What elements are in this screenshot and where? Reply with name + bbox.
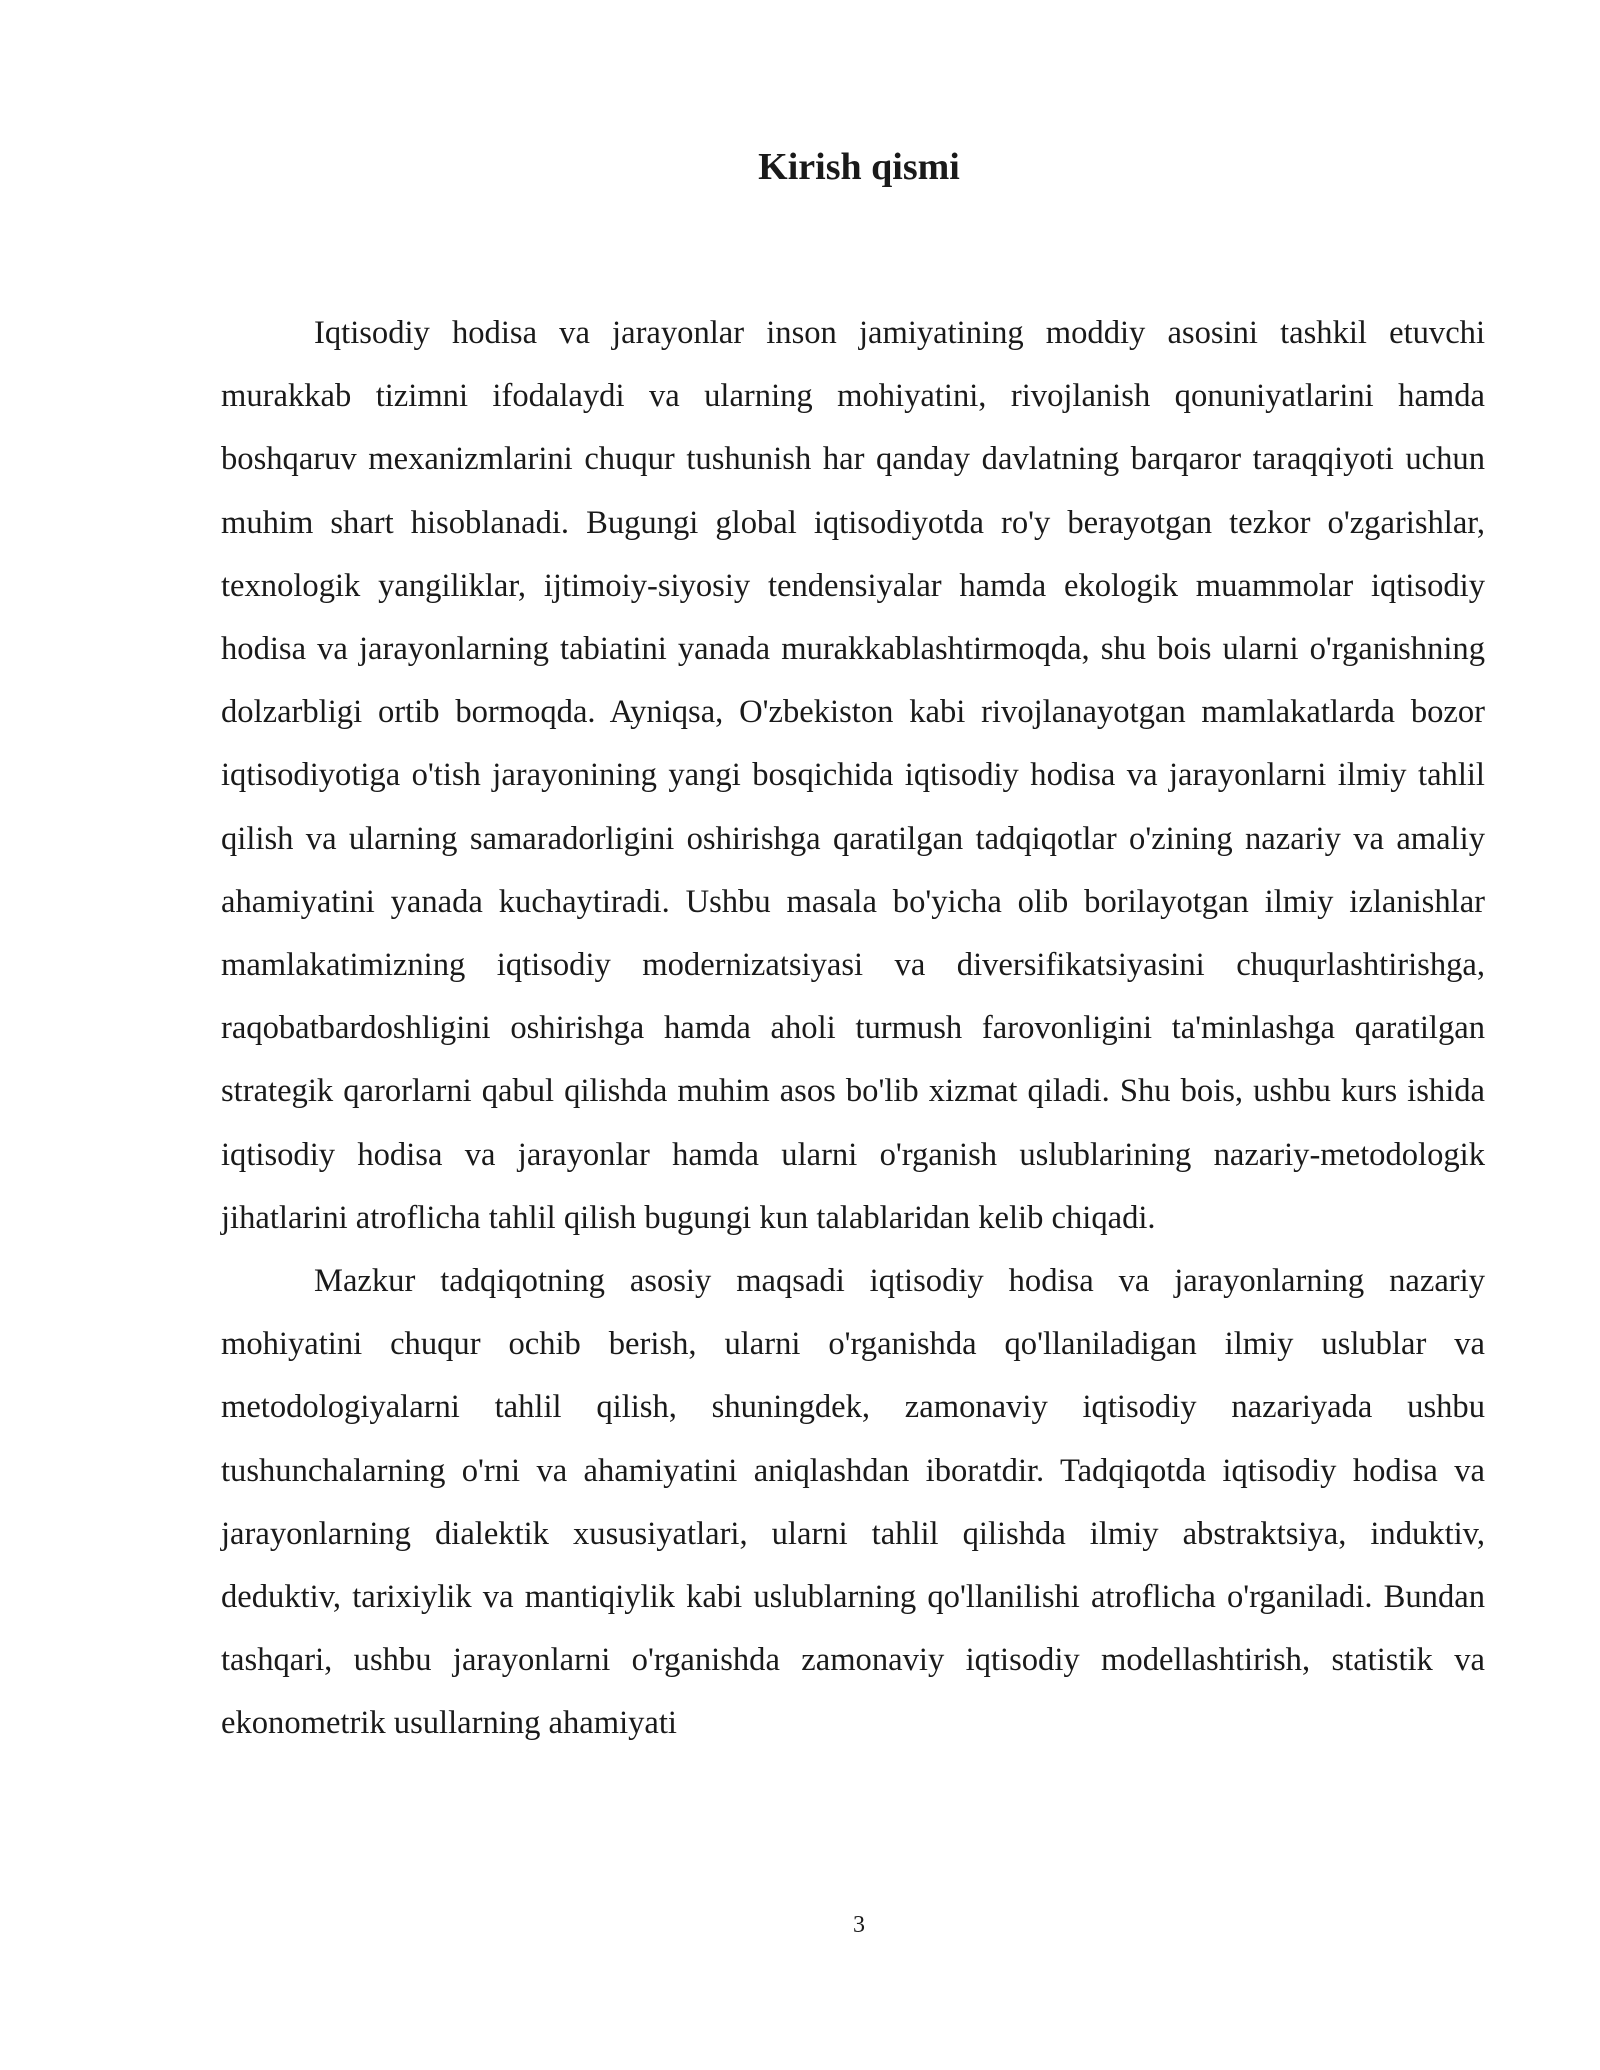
section-title: Kirish qismi — [758, 146, 960, 188]
body-text — [221, 302, 1485, 1756]
paragraph-1: Iqtisodiy hodisa va jarayonlar inson jamiyatining moddiy asosini tashkil etuvchi murakkab tizimni ifodalaydi va ularning mohiyatini, rivojlanish qonuniyatlarini hamda boshqaruv mexanizmlarini chuqur tushunish har qanday davlatning barqaror taraqqiyoti uchun muhim shart hisoblanadi. Bugungi global iqtisodiyotda ro'y berayotgan tezkor o'zgarishlar, texnologik yangiliklar, ijtimoiy-siyosiy tendensiyalar hamda ekologik muammolar iqtisodiy hodisa va jarayonlarning tabiatini yanada murakkablashtirmoqda, shu bois ularni o'rganishning dolzarbligi ortib bormoqda. Ayniqsa, O'zbekiston kabi rivojlanayotgan mamlakatlarda bozor iqtisodiyotiga o'tish jarayonining yangi bosqichida iqtisodiy hodisa va jarayonlarni ilmiy tahlil qilish va ularning samaradorligini oshirishga qaratilgan tadqiqotlar o'zining nazariy va amaliy ahamiyatini yanada kuchaytiradi. Ushbu masala bo'yicha olib borilayotgan ilmiy izlanishlar mamlakatimizning iqtisodiy modernizatsiyasi va diversifikatsiyasini chuqurlashtirishga, raqobatbardoshligini oshirishga hamda aholi turmush farovonligini ta'minlashga qaratilgan strategik qarorlarni qabul qilishda muhim asos bo'lib xizmat qiladi. Shu bois, ushbu kurs ishida iqtisodiy hodisa va jarayonlar hamda ularni o'rganish uslublarining nazariy-metodologik jihatlarini atroflicha tahlil qilish bugungi kun talablaridan kelib chiqadi. — [221, 315, 1485, 1236]
paragraph-2: Mazkur tadqiqotning asosiy maqsadi iqtisodiy hodisa va jarayonlarning nazariy mohiyatini chuqur ochib berish, ularni o'rganishda qo'llaniladigan ilmiy uslublar va metodologiyalarni tahlil qilish, shuningdek, zamonaviy iqtisodiy nazariyada ushbu tushunchalarning o'rni va ahamiyatini aniqlashdan iboratdir. Tadqiqotda iqtisodiy hodisa va jarayonlarning dialektik xususiyatlari, ularni tahlil qilishda ilmiy abstraktsiya, induktiv, deduktiv, tarixiylik va mantiqiylik kabi uslublarning qo'llanilishi atroflicha o'rganiladi. Bundan tashqari, ushbu jarayonlarni o'rganishda zamonaviy iqtisodiy modellashtirish, statistik va ekonometrik usullarning ahamiyati — [221, 1263, 1485, 1742]
page-number: 3 — [853, 1912, 865, 1938]
